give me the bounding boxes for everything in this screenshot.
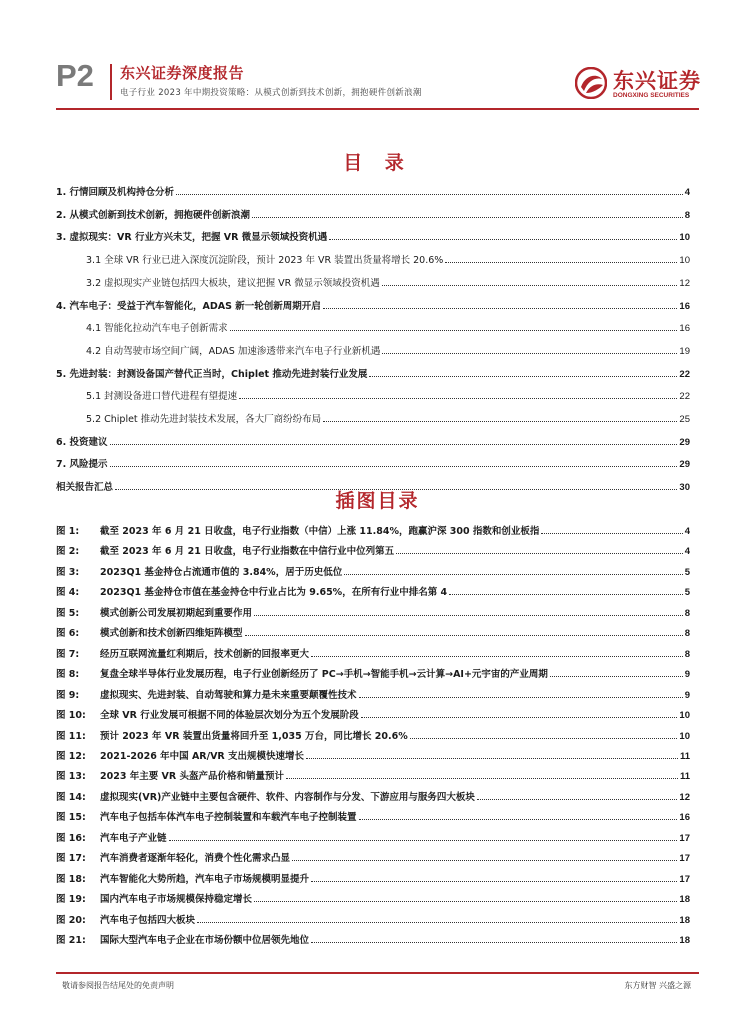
figure-entry-text: 截至 2023 年 6 月 21 日收盘，电子行业指数在中信行业中位列第五: [100, 546, 395, 558]
footer-slogan: 东方财智 兴盛之源: [624, 981, 691, 990]
figure-entry-text: 2023Q1 基金持仓市值在基金持仓中行业占比为 9.65%，在所有行业中排名第 4: [100, 587, 448, 599]
leader-dots: [311, 941, 677, 943]
figure-entry-label: 图 13:: [56, 771, 86, 783]
figure-entry-text: 汽车智能化大势所趋，汽车电子市场规模明显提升: [100, 873, 310, 885]
toc-entry[interactable]: [86, 337, 690, 357]
figure-entry[interactable]: [56, 722, 690, 742]
figure-entry[interactable]: [56, 926, 690, 946]
toc-entry[interactable]: [86, 382, 690, 402]
figure-entry[interactable]: [56, 640, 690, 660]
figure-entry-text: 汽车消费者逐渐年轻化，消费个性化需求凸显: [100, 853, 291, 865]
figure-entry-page: 8: [684, 607, 690, 619]
figure-entry[interactable]: [56, 619, 690, 639]
toc-entry[interactable]: [56, 360, 690, 380]
figure-entry-text: 2023 年主要 VR 头盔产品价格和销量预计: [100, 771, 285, 783]
footer-rule: [56, 972, 699, 974]
figure-entry-label: 图 7:: [56, 648, 80, 660]
header-rule: [56, 108, 699, 110]
leader-dots: [306, 757, 678, 759]
leader-dots: [541, 532, 682, 534]
toc-entry-text: 6. 投资建议: [56, 436, 108, 448]
leader-dots: [323, 307, 678, 309]
figure-entry-page: 10: [679, 710, 690, 722]
logo-mark-icon: [575, 67, 607, 99]
figure-entry[interactable]: [56, 865, 690, 885]
toc-title: 目 录: [343, 152, 412, 174]
figure-entry-text: 国内汽车电子市场规模保持稳定增长: [100, 894, 253, 906]
figure-entry[interactable]: [56, 701, 690, 721]
toc-entry-page: 29: [679, 459, 690, 471]
toc-entry-page: 12: [679, 277, 690, 289]
leader-dots: [197, 921, 677, 923]
figure-entry-page: 18: [679, 914, 690, 926]
toc-entry-text: 4.1 智能化拉动汽车电子创新需求: [86, 323, 228, 335]
leader-dots: [344, 573, 683, 575]
figure-entry-text: 汽车电子包括车体汽车电子控制装置和车载汽车电子控制装置: [100, 812, 357, 824]
figure-entry-label: 图 5:: [56, 607, 80, 619]
leader-dots: [286, 777, 678, 779]
logo-text-en: DONGXING SECURITIES: [613, 92, 690, 99]
figure-entry-label: 图 20:: [56, 914, 86, 926]
disclaimer-note: 敬请参阅报告结尾处的免责声明: [62, 981, 174, 990]
toc-entry-page: 30: [679, 482, 690, 494]
toc-entry-text: 4.2 自动驾驶市场空间广阔，ADAS 加速渗透带来汽车电子行业新机遇: [86, 345, 381, 357]
leader-dots: [230, 329, 678, 331]
toc-entry-text: 3.1 全球 VR 行业已进入深度沉淀阶段，预计 2023 年 VR 装置出货量将增长 20.6%: [86, 255, 444, 267]
leader-dots: [169, 839, 678, 841]
leader-dots: [396, 552, 683, 554]
toc-entry-page: 16: [679, 323, 690, 335]
figure-entry-page: 5: [684, 587, 690, 599]
leader-dots: [245, 634, 683, 636]
toc-entry-text: 5.2 Chiplet 推动先进封装技术发展，各大厂商纷纷布局: [86, 414, 322, 425]
figure-entry-text: 模式创新和技术创新四维矩阵模型: [100, 628, 243, 640]
figure-entry-page: 9: [684, 669, 690, 681]
toc-entry-page: 10: [679, 255, 690, 267]
toc-entry-page: 8: [684, 209, 690, 221]
figure-entry[interactable]: [56, 599, 690, 619]
figure-entry[interactable]: [56, 578, 690, 598]
figure-entry-page: 4: [684, 526, 690, 537]
toc-entry-text: 5. 先进封装：封测设备国产替代正当时，Chiplet 推动先进封装行业发展: [56, 368, 368, 380]
toc-entry[interactable]: [86, 314, 690, 334]
figure-entry-label: 图 19:: [56, 894, 86, 906]
figure-entry-page: 11: [679, 750, 690, 762]
toc-entry-page: 16: [679, 300, 690, 312]
toc-entry-page: 4: [684, 187, 690, 198]
toc-entry[interactable]: [56, 428, 690, 448]
leader-dots: [382, 284, 678, 286]
figure-entry[interactable]: [56, 885, 690, 905]
leader-dots: [110, 443, 678, 445]
figure-entry-text: 2023Q1 基金持仓占流通市值的 3.84%，居于历史低位: [100, 566, 343, 578]
figure-entry[interactable]: [56, 558, 690, 578]
figure-entry[interactable]: [56, 762, 690, 782]
toc-entry-page: 25: [679, 414, 690, 425]
figure-entry-page: 10: [679, 730, 690, 742]
figure-entry-label: 图 16:: [56, 832, 86, 844]
figure-entry[interactable]: [56, 783, 690, 803]
figure-entry-text: 复盘全球半导体行业发展历程，电子行业创新经历了 PC→手机→智能手机→云计算→AI+元宇宙的产业周期: [100, 669, 548, 681]
figure-entry-label: 图 17:: [56, 853, 86, 865]
figure-entry-page: 9: [684, 689, 690, 701]
logo-text-cn: 东兴证券: [613, 69, 701, 93]
header-accent-bar: [110, 64, 112, 100]
toc-entry[interactable]: [86, 246, 690, 266]
figure-entry[interactable]: [56, 906, 690, 926]
figure-entry-text: 汽车电子包括四大板块: [100, 914, 196, 926]
leader-dots: [311, 880, 677, 882]
toc-entry-page: 29: [679, 436, 690, 448]
leader-dots: [477, 798, 678, 800]
toc-entry-text: 相关报告汇总: [56, 482, 114, 494]
figure-entry-label: 图 9:: [56, 689, 80, 701]
figure-entry-text: 全球 VR 行业发展可根据不同的体验层次划分为五个发展阶段: [100, 710, 359, 722]
toc-entry-text: 1. 行情回顾及机构持仓分析: [56, 187, 175, 198]
leader-dots: [359, 696, 683, 698]
figure-entry-text: 截至 2023 年 6 月 21 日收盘，电子行业指数（中信）上涨 11.84%，跑赢沪深 300 指数和创业板指: [100, 526, 540, 537]
figure-entry-text: 模式创新公司发展初期起到重要作用: [100, 607, 253, 619]
figure-entry-page: 17: [679, 873, 690, 885]
toc-entry[interactable]: [56, 292, 690, 312]
toc-entry-text: 3. 虚拟现实：VR 行业方兴未艾，把握 VR 微显示领域投资机遇: [56, 232, 328, 244]
toc-entry-page: 22: [679, 391, 690, 403]
toc-entry[interactable]: [56, 178, 690, 198]
toc-entry[interactable]: [86, 269, 690, 289]
figure-entry-page: 18: [679, 935, 690, 946]
figure-entry-label: 图 21:: [56, 935, 86, 946]
leader-dots: [254, 900, 677, 902]
figures-title: 插图目录: [335, 490, 420, 512]
leader-dots: [176, 193, 683, 195]
toc-entry-text: 2. 从模式创新到技术创新，拥抱硬件创新浪潮: [56, 209, 251, 221]
leader-dots: [445, 261, 677, 263]
figure-entry-label: 图 11:: [56, 730, 86, 742]
figure-entry-text: 经历互联网流量红利期后，技术创新的回报率更大: [100, 648, 310, 660]
figure-entry[interactable]: [56, 537, 690, 557]
leader-dots: [254, 614, 683, 616]
figure-entry-label: 图 12:: [56, 750, 86, 762]
figure-entry-label: 图 1:: [56, 526, 80, 537]
figure-entry-page: 16: [679, 812, 690, 824]
report-title: 东兴证券深度报告: [120, 64, 245, 82]
leader-dots: [550, 675, 683, 677]
figure-entry-text: 虚拟现实、先进封装、自动驾驶和算力是未来重要颠覆性技术: [100, 689, 357, 701]
figure-entry-label: 图 6:: [56, 628, 80, 640]
toc-entry[interactable]: [56, 450, 690, 470]
toc-entry-text: 5.1 封测设备进口替代进程有望提速: [86, 391, 238, 403]
figure-entry-label: 图 18:: [56, 873, 86, 885]
report-subtitle: 电子行业 2023 年中期投资策略：从模式创新到技术创新，拥抱硬件创新浪潮: [120, 88, 422, 98]
leader-dots: [239, 397, 677, 399]
figure-entry[interactable]: [56, 742, 690, 762]
figure-entry-text: 国际大型汽车电子企业在市场份额中位居领先地位: [100, 935, 310, 946]
toc-entry-page: 19: [679, 345, 690, 357]
toc-entry-text: 4. 汽车电子：受益于汽车智能化，ADAS 新一轮创新周期开启: [56, 300, 321, 312]
leader-dots: [292, 859, 677, 861]
leader-dots: [449, 593, 683, 595]
figure-entry-page: 17: [679, 853, 690, 865]
figure-entry-page: 18: [679, 894, 690, 906]
leader-dots: [361, 716, 678, 718]
figure-entry-page: 4: [684, 546, 690, 558]
figure-entry[interactable]: [56, 681, 690, 701]
leader-dots: [369, 375, 677, 377]
figure-entry[interactable]: [56, 824, 690, 844]
leader-dots: [323, 420, 677, 422]
leader-dots: [359, 818, 678, 820]
leader-dots: [252, 216, 683, 218]
figure-entry[interactable]: [56, 660, 690, 680]
leader-dots: [311, 655, 683, 657]
figure-entry-page: 8: [684, 628, 690, 640]
figure-entry-page: 12: [679, 791, 690, 803]
figure-entry-label: 图 2:: [56, 546, 80, 558]
company-logo: [575, 65, 700, 105]
figure-entry-page: 11: [679, 771, 690, 783]
leader-dots: [382, 352, 677, 354]
figure-entry-label: 图 8:: [56, 669, 80, 681]
figure-entry-label: 图 10:: [56, 710, 86, 722]
leader-dots: [329, 238, 677, 240]
figure-entry-page: 17: [679, 832, 690, 844]
figure-entry[interactable]: [56, 844, 690, 864]
figure-entry-label: 图 4:: [56, 587, 80, 599]
figure-entry-page: 5: [684, 566, 690, 578]
figure-entry-label: 图 15:: [56, 812, 86, 824]
figure-entry[interactable]: [56, 803, 690, 823]
figure-entry-text: 预计 2023 年 VR 装置出货量将回升至 1,035 万台，同比增长 20.6%: [100, 730, 408, 742]
toc-entry-text: 7. 风险提示: [56, 459, 108, 471]
figure-entry-label: 图 3:: [56, 566, 80, 578]
toc-entry[interactable]: [56, 201, 690, 221]
figure-entry-text: 汽车电子产业链: [100, 832, 167, 844]
toc-entry-text: 3.2 虚拟现实产业链包括四大板块，建议把握 VR 微显示领域投资机遇: [86, 277, 380, 289]
figure-entry[interactable]: [56, 517, 690, 537]
figure-entry-text: 2021-2026 年中国 AR/VR 支出规模快速增长: [100, 750, 305, 762]
leader-dots: [410, 737, 678, 739]
page-number: P2: [56, 58, 94, 93]
figure-entry-page: 8: [684, 648, 690, 660]
toc-entry-page: 22: [679, 368, 690, 380]
toc-entry-page: 10: [679, 232, 690, 244]
toc-entry[interactable]: [56, 223, 690, 243]
figure-entry-text: 虚拟现实(VR)产业链中主要包含硬件、软件、内容制作与分发、下游应用与服务四大板块: [100, 791, 475, 803]
leader-dots: [110, 465, 678, 467]
figure-entry-label: 图 14:: [56, 791, 86, 803]
toc-entry[interactable]: [86, 405, 690, 425]
